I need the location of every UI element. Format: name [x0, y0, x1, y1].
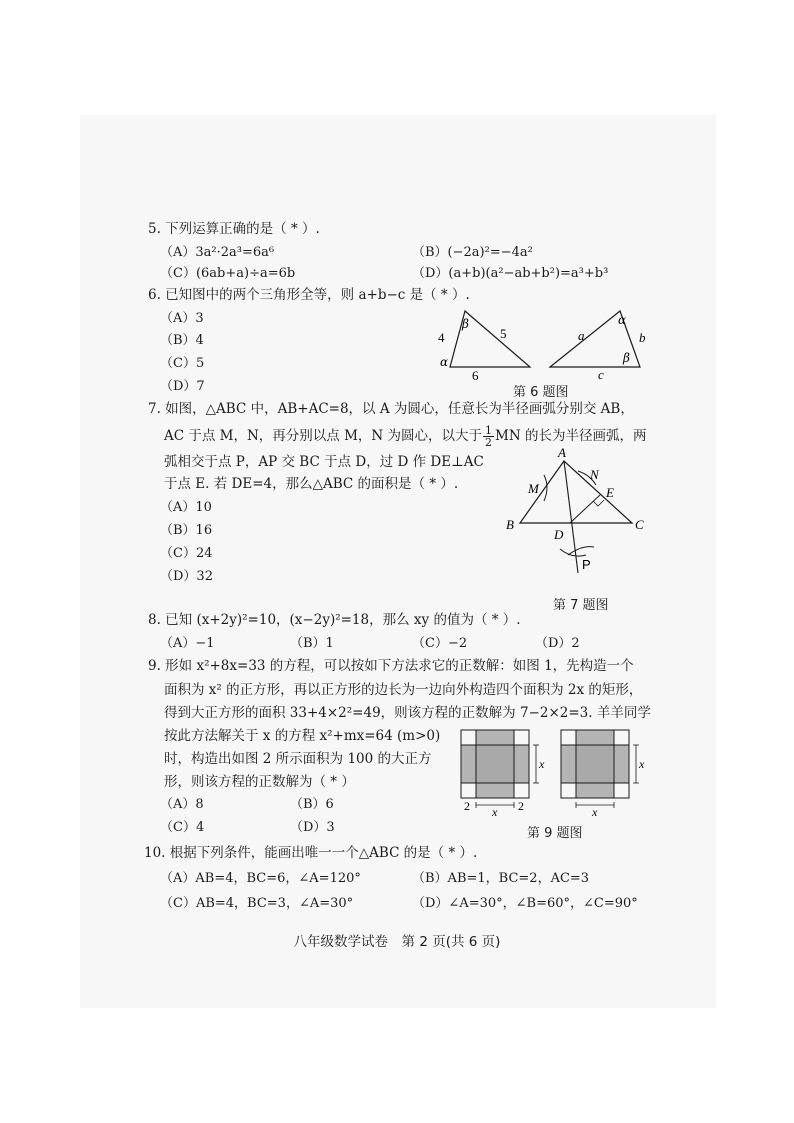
q9-line-5: 时，构造出如图 2 所示面积为 100 的大正方: [164, 751, 432, 767]
q7-figure: [500, 445, 660, 585]
q9-figure-1: [461, 730, 545, 819]
q8-option-b: （B）1: [290, 636, 334, 651]
q7-label-d: D: [554, 527, 564, 542]
q6-side-a: a: [578, 328, 585, 343]
q7-fraction-numerator: 1: [485, 424, 493, 437]
q5-stem: 5. 下列运算正确的是（ * ）.: [148, 221, 320, 237]
q8-option-c: （C）−2: [412, 636, 468, 651]
q6-angle-beta-left: β: [462, 317, 469, 331]
q9-fig1-side-x: x: [539, 757, 545, 771]
q9-fig2-bottom-x: x: [592, 805, 598, 819]
q6-option-a: （A）3: [160, 311, 204, 326]
q7-label-p: P: [582, 557, 591, 572]
q7-caption: 第 7 题图: [553, 598, 609, 613]
q7-line-1: 7. 如图，△ABC 中，AB+AC=8，以 A 为圆心，任意长为半径画弧分别交 AB，: [148, 401, 634, 417]
q7-label-b: B: [506, 517, 514, 532]
q7-line-4: 于点 E. 若 DE=4，那么△ABC 的面积是（ * ）.: [164, 476, 459, 492]
q7-label-m: M: [528, 481, 539, 496]
q6-side-5: 5: [500, 326, 507, 341]
q5-option-d: （D）(a+b)(a²−ab+b²)=a³+b³: [412, 266, 609, 281]
q7-fraction-denominator: 2: [485, 436, 493, 449]
q10-option-a: （A）AB=4，BC=6，∠A=120°: [160, 871, 361, 886]
q5-option-a: （A）3a²·2a³=6a⁶: [160, 245, 275, 260]
q8-option-d: （D）2: [535, 636, 580, 651]
q9-fig1-bottom-x: x: [492, 805, 498, 819]
q6-option-c: （C）5: [160, 356, 205, 371]
q9-figure-2: [561, 730, 645, 819]
q9-option-c: （C）4: [160, 820, 205, 835]
q8-stem: 8. 已知 (x+2y)²=10，(x−2y)²=18，那么 xy 的值为（ * ）.: [148, 612, 521, 628]
q7-fraction: [483, 425, 494, 448]
q7-line-2-post: MN 的长为半径画弧，两: [495, 428, 647, 444]
q7-segment-de: [570, 495, 600, 523]
q9-option-b: （B）6: [290, 797, 334, 812]
q6-side-4: 4: [438, 330, 445, 345]
q7-arc-p-right: [568, 547, 594, 555]
q5-option-b: （B）(−2a)²=−4a²: [412, 245, 533, 260]
q9-fig1-left-2: 2: [464, 799, 470, 813]
q10-option-c: （C）AB=4，BC=3，∠A=30°: [160, 896, 354, 911]
q7-label-e: E: [606, 485, 614, 500]
q10-option-d: （D）∠A=30°，∠B=60°，∠C=90°: [412, 896, 638, 911]
q7-option-c: （C）24: [160, 546, 213, 561]
q6-option-b: （B）4: [160, 333, 204, 348]
q7-label-c: C: [635, 517, 644, 532]
q9-option-d: （D）3: [290, 820, 335, 835]
q9-line-3: 得到大正方形的面积 33+4×2²=49，则该方程的正数解为 7−2×2=3. 羊羊同学: [164, 705, 651, 721]
q9-caption: 第 9 题图: [527, 826, 583, 841]
q9-line-1: 9. 形如 x²+8x=33 的方程，可以按如下方法求它的正数解：如图 1，先构造一个: [148, 658, 634, 674]
q7-label-a: A: [558, 445, 566, 460]
q6-option-d: （D）7: [160, 379, 205, 394]
q7-option-b: （B）16: [160, 523, 213, 538]
q9-fig1-right-2: 2: [518, 799, 524, 813]
q9-figure: [455, 724, 655, 820]
q8-option-a: （A）−1: [160, 636, 215, 651]
q6-side-c: c: [598, 367, 604, 382]
q9-option-a: （A）8: [160, 797, 204, 812]
q7-line-3: 弧相交于点 P，AP 交 BC 于点 D，过 D 作 DE⊥AC: [164, 454, 484, 470]
q9-fig2-side-x: x: [639, 757, 645, 771]
page-footer: 八年级数学试卷 第 2 页(共 6 页): [293, 934, 501, 950]
q7-right-angle-mark: [593, 500, 604, 506]
q7-option-d: （D）32: [160, 569, 213, 584]
q6-angle-beta-right: β: [623, 351, 630, 365]
q10-stem: 10. 根据下列条件，能画出唯一一个△ABC 的是（ * ）.: [144, 845, 478, 861]
q6-caption: 第 6 题图: [513, 385, 569, 400]
q5-option-c: （C）(6ab+a)÷a=6b: [160, 266, 296, 281]
q9-line-6: 形，则该方程的正数解为（ * ）: [164, 774, 355, 790]
q6-angle-alpha-left: α: [440, 355, 449, 369]
q7-label-n: N: [590, 467, 599, 482]
q9-line-2: 面积为 x² 的正方形，再以正方形的边长为一边向外构造四个面积为 2x 的矩形，: [164, 682, 643, 698]
q7-line-2-pre: AC 于点 M，N，再分别以点 M，N 为圆心，以大于: [164, 428, 483, 444]
q6-figure: [420, 300, 660, 383]
q9-line-4: 按此方法解关于 x 的方程 x²+mx=64 (m>0): [164, 728, 441, 744]
q6-angle-alpha-right: α: [618, 313, 627, 327]
q6-side-b: b: [639, 330, 646, 345]
q10-option-b: （B）AB=1，BC=2，AC=3: [412, 871, 590, 886]
q7-arc-p-left: [560, 549, 586, 556]
q7-option-a: （A）10: [160, 500, 212, 515]
q6-stem: 6. 已知图中的两个三角形全等，则 a+b−c 是（ * ）.: [148, 287, 470, 303]
q6-side-6: 6: [472, 368, 479, 383]
